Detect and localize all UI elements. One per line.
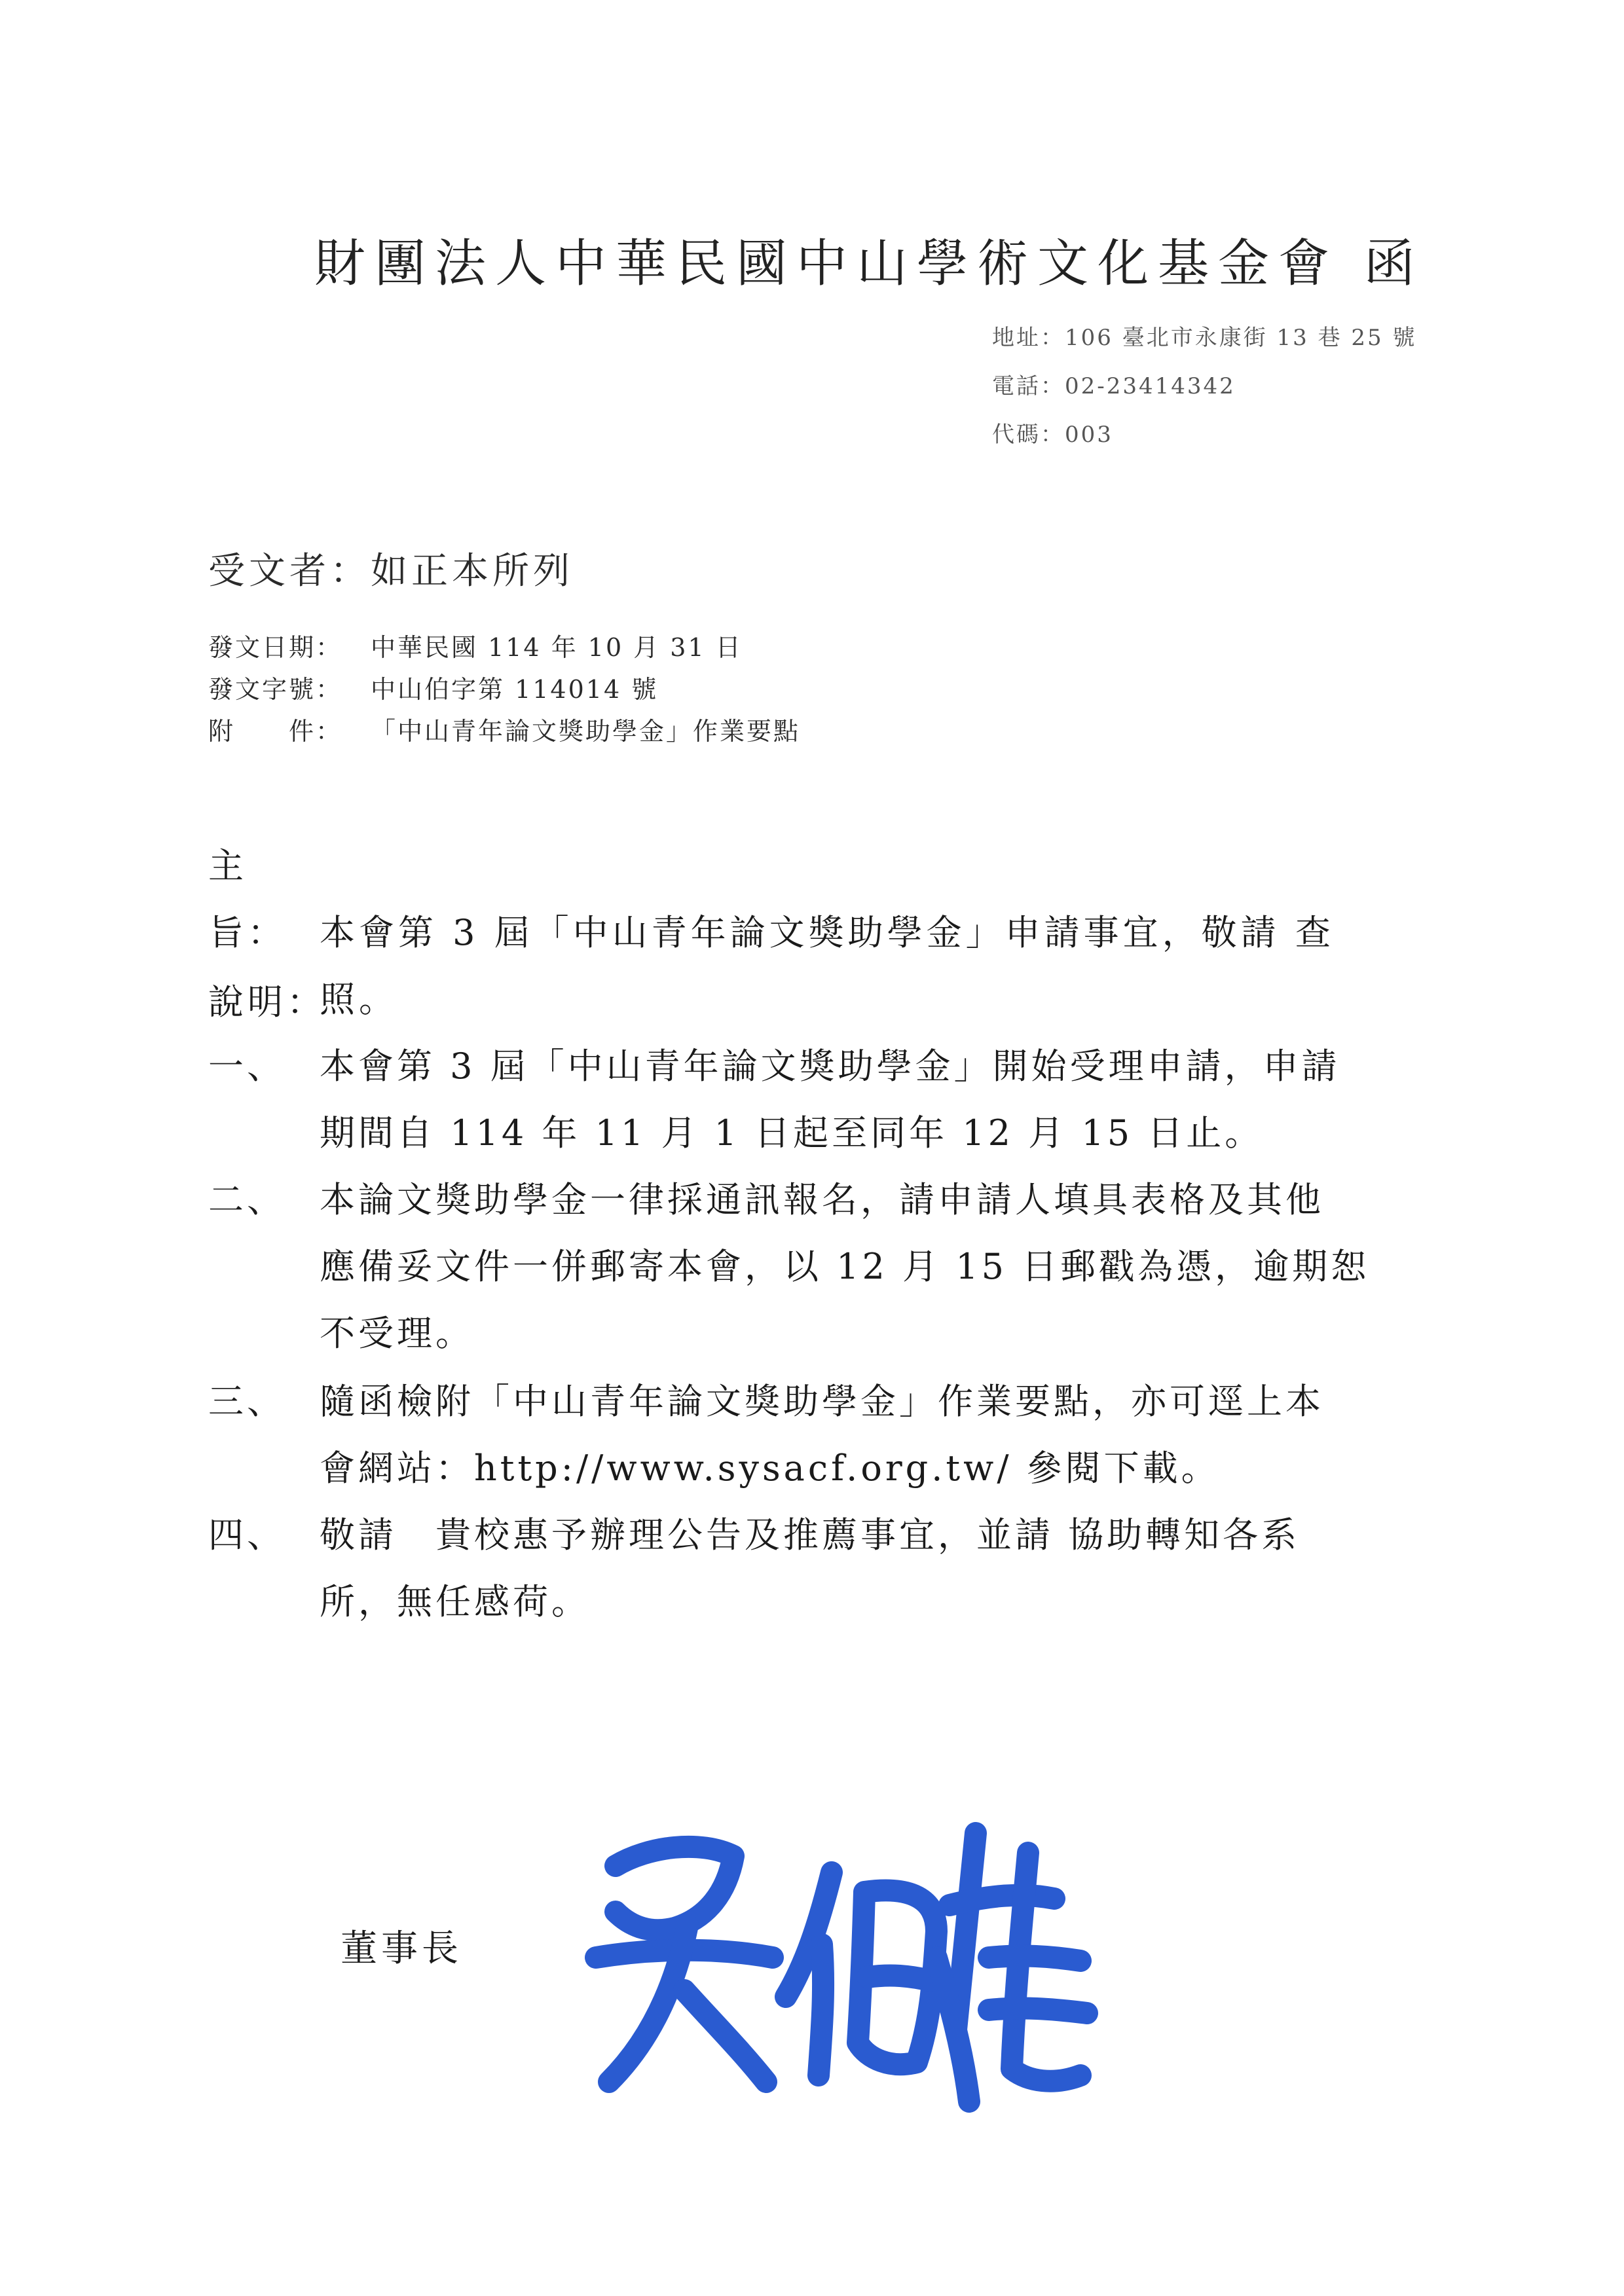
item-number: 二、	[208, 1179, 286, 1220]
signature-stroke	[989, 1956, 1080, 1961]
explanation-item	[208, 1167, 1439, 1367]
issue-date-label: 發文日期：	[208, 633, 343, 662]
signature-stroke	[989, 2009, 1087, 2013]
item-number: 三、	[208, 1381, 286, 1422]
issue-date-value: 中華民國 114 年 10 月 31 日	[371, 633, 743, 662]
subject-line-2: 照。	[320, 979, 398, 1020]
explanation-item	[208, 1502, 1439, 1635]
letter-title: 財團法人中華民國中山學術文化基金會 函	[314, 234, 1424, 293]
item-line: 應備妥文件一併郵寄本會，以 12 月 15 日郵戳為憑，逾期恕	[320, 1246, 1370, 1287]
document-number-value: 中山伯字第 114014 號	[371, 675, 659, 704]
explanation-label: 說明：	[208, 981, 326, 1023]
item-line: 本論文獎助學金一律採通訊報名，請申請人填具表格及其他	[320, 1179, 1324, 1220]
signature-stroke	[819, 1944, 823, 2075]
signature-stroke	[950, 1895, 1054, 1905]
signature-stroke	[684, 1990, 766, 2082]
signature-stroke	[868, 1976, 930, 1980]
sender-code: 代碼：003	[992, 422, 1113, 448]
attachment	[208, 711, 800, 747]
item-line: 本會第 3 屆「中山青年論文獎助學金」開始受理申請，申請	[320, 1046, 1340, 1087]
handwritten-signature	[570, 1794, 1107, 2134]
signature-stroke	[616, 1847, 733, 1930]
sender-phone: 電話：02-23414342	[992, 373, 1236, 399]
item-line: 敬請 貴校惠予辦理公告及推薦事宜，並請 協助轉知各系	[320, 1514, 1301, 1556]
item-number: 四、	[208, 1514, 286, 1556]
document-number-label: 發文字號：	[208, 675, 343, 704]
explanation-item	[208, 1033, 1439, 1167]
recipient-line: 受文者：如正本所列	[208, 550, 574, 592]
item-number: 一、	[208, 1046, 286, 1087]
subject-label: 主旨：	[208, 845, 287, 953]
issue-date	[208, 627, 743, 663]
item-line: 隨函檢附「中山青年論文獎助學金」作業要點，亦可逕上本	[320, 1381, 1324, 1422]
attachment-value: 「中山青年論文獎助學金」作業要點	[371, 717, 801, 746]
explanation-item	[208, 1368, 1439, 1502]
item-line: 所，無任感荷。	[320, 1581, 590, 1622]
signer-title: 董事長	[341, 1927, 462, 1970]
item-line: 不受理。	[320, 1313, 474, 1354]
subject-line-1: 本會第 3 屆「中山青年論文獎助學金」申請事宜，敬請 查	[320, 912, 1335, 953]
sender-address: 地址：106 臺北市永康街 13 巷 25 號	[992, 325, 1417, 351]
subject-section	[208, 833, 1439, 1033]
item-line: 會網站：http://www.sysacf.org.tw/ 參閱下載。	[320, 1448, 1220, 1489]
document-number	[208, 669, 658, 705]
attachment-label: 附 件：	[208, 717, 343, 746]
item-line: 期間自 114 年 11 月 1 日起至同年 12 月 15 日止。	[320, 1112, 1264, 1154]
